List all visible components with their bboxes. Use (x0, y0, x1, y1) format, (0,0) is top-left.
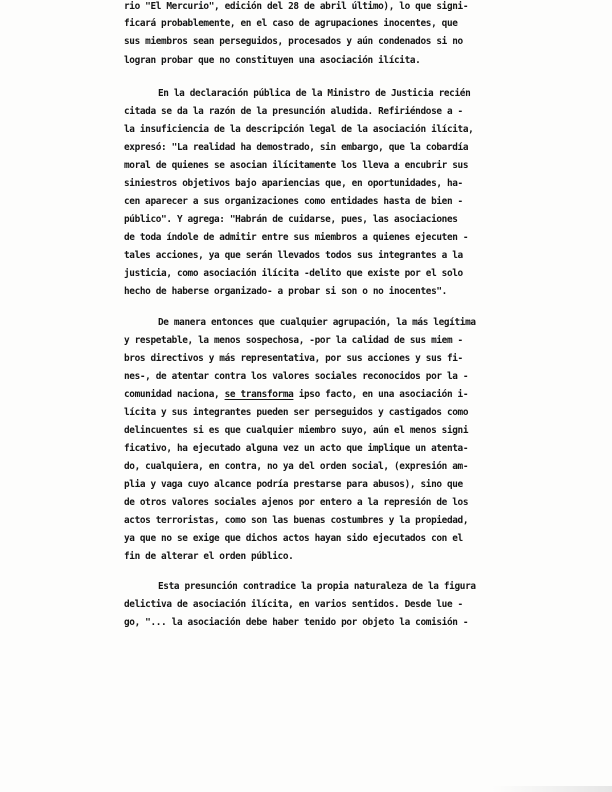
text-line: hecho de haberse organizado- a probar si son o no inocentes". (124, 286, 447, 297)
text-line: moral de quienes se asocian ilícitamente los lleva a encubrir sus (124, 160, 469, 171)
text-line: ya que no se exige que dichos actos hayan sido ejecutados con el (124, 533, 463, 544)
text-line: ficará probablemente, en el caso de agrupaciones inocentes, que (124, 18, 458, 29)
text-line: ficativo, ha ejecutado alguna vez un acto que implique un atenta- (124, 443, 469, 454)
text-line: actos terroristas, como son las buenas costumbres y la propiedad, (124, 515, 469, 526)
text-line: cen aparecer a sus organizaciones como entidades hasta de bien - (124, 196, 463, 207)
text-line: logran probar que no constituyen una asociación ilícita. (124, 55, 421, 66)
text-line: bros directivos y más representativa, por sus acciones y sus fi- (124, 353, 463, 364)
text-line: y respetable, la menos sospechosa, -por la calidad de sus miem - (124, 335, 463, 346)
underlined-phrase: se transforma (224, 389, 294, 400)
text-line: la insuficiencia de la descripción legal de la asociación ilícita, (124, 124, 474, 135)
text-line: citada se da la razón de la presunción aludida. Refiriéndose a - (124, 106, 463, 117)
text-line: de otros valores sociales ajenos por entero a la represión de los (124, 497, 469, 508)
text-line: siniestros objetivos bajo apariencias que, en oportunidades, ha- (124, 178, 463, 189)
text-line: plia y vaga cuyo alcance podría prestarse para abusos), sino que (124, 479, 463, 490)
text-line: público". Y agrega: "Habrán de cuidarse, pues, las asociaciones (124, 214, 458, 225)
text-line: go, "... la asociación debe haber tenido por objeto la comisión - (124, 617, 469, 628)
text-line: justicia, como asociación ilícita -delito que existe por el solo (124, 268, 463, 279)
text-line-underlined: comunidad naciona, se transforma ipso facto, en una asociación i- (124, 389, 469, 400)
text-line: lícita y sus integrantes pueden ser perseguidos y castigados como (124, 407, 469, 418)
text-line: delictiva de asociación ilícita, en varios sentidos. Desde lue - (124, 599, 463, 610)
text-line: nes-, de atentar contra los valores sociales reconocidos por la - (124, 371, 469, 382)
text-line: expresó: "La realidad ha demostrado, sin embargo, que la cobardía (124, 142, 469, 153)
text-line: de toda índole de admitir entre sus miembros a quienes ejecuten - (124, 232, 469, 243)
text-line: fin de alterar el orden público. (124, 551, 294, 562)
text-line: do, cualquiera, en contra, no ya del orden social, (expresión am- (124, 461, 469, 472)
text-line: rio "El Mercurio", edición del 28 de abril último), lo que signi- (124, 1, 469, 12)
text-line: De manera entonces que cualquier agrupación, la más legítima (158, 317, 476, 328)
scan-edge-shadow (492, 786, 612, 792)
text-line: tales acciones, ya que serán llevados todos sus integrantes a la (124, 250, 463, 261)
text-line: delincuentes si es que cualquier miembro suyo, aún el menos signi (124, 425, 469, 436)
text-line: En la declaración pública de la Ministro de Justicia recién (158, 88, 471, 99)
text-line: sus miembros sean perseguidos, procesados y aún condenados si no (124, 36, 463, 47)
text-line: Esta presunción contradice la propia naturaleza de la figura (158, 581, 476, 592)
